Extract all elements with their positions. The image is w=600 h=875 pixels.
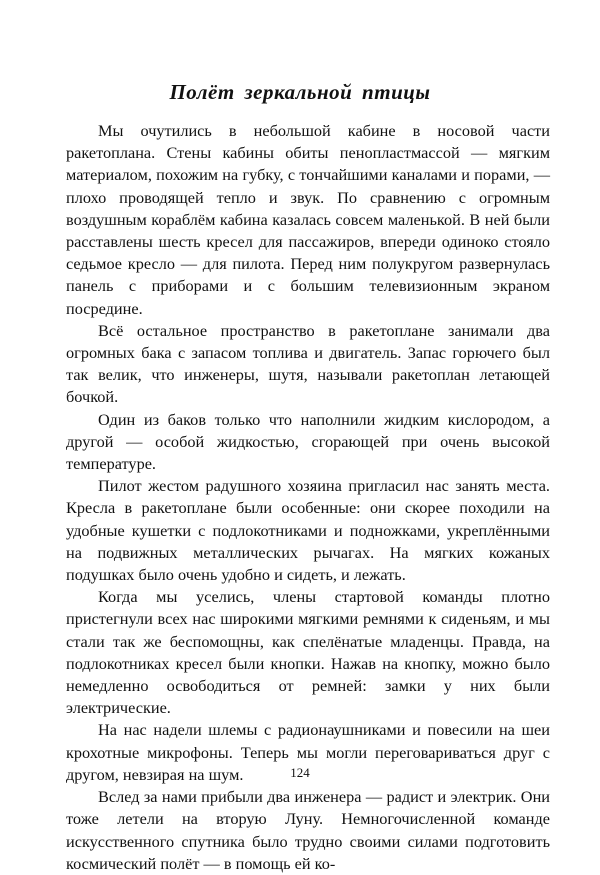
paragraph: Вслед за нами прибыли два инженера — радист и электрик. Они тоже летели на вторую Луну. Немногочисленной команде искусственного спутника было трудно своими силами подготовить космический полёт — в помощь ей ко-: [66, 787, 550, 873]
paragraph: Всё остальное пространство в ракетоплане занимали два огромных бака с запасом топлива и двигатель. Запас горючего был так велик, что инженеры, шутя, называли ракетоплан летающей бочкой.: [66, 320, 550, 407]
paragraph: Мы очутились в небольшой кабине в носовой части ракетоплана. Стены кабины обиты пенопластмассой — мягким материалом, похожим на губку, с тончайшими каналами и порами, — плохо проводящей тепло и звук. По сравнению с огромным воздушным кораблём кабина казалась совсем маленькой. В ней были расставлены шесть кресел для пассажиров, впереди одиноко стояло седьмое кресло — для пилота. Перед ним полукругом развернулась панель с приборами и с большим телевизионным экраном посредине.: [66, 121, 550, 318]
chapter-title: Полёт зеркальной птицы: [169, 80, 431, 104]
paragraph: Пилот жестом радушного хозяина пригласил нас занять места. Кресла в ракетоплане были особенные: они скорее походили на удобные кушетки с подлокотниками и подножками, укреплёнными на подвижных металлических рычагах. На мягких кожаных подушках было очень удобно и сидеть, и лежать.: [66, 476, 550, 585]
page-number: 124: [290, 765, 310, 780]
paragraph: Один из баков только что наполнили жидким кислородом, а другой — особой жидкостью, сгорающей при очень высокой температуре.: [66, 409, 550, 474]
body-text: [66, 120, 550, 875]
paragraph: Когда мы уселись, члены стартовой команды плотно пристегнули всех нас широкими мягкими ремнями к сиденьям, и мы стали так же беспомощны, как спелёнатые младенцы. Правда, на подлокотниках кресел были кнопки. Нажав на кнопку, можно было немедленно освободиться от ремней: замки у них были электрические.: [66, 587, 550, 718]
paragraph: На нас надели шлемы с радионаушниками и повесили на шеи крохотные микрофоны. Теперь мы могли переговариваться друг с другом, невзирая на шум.: [66, 720, 550, 784]
